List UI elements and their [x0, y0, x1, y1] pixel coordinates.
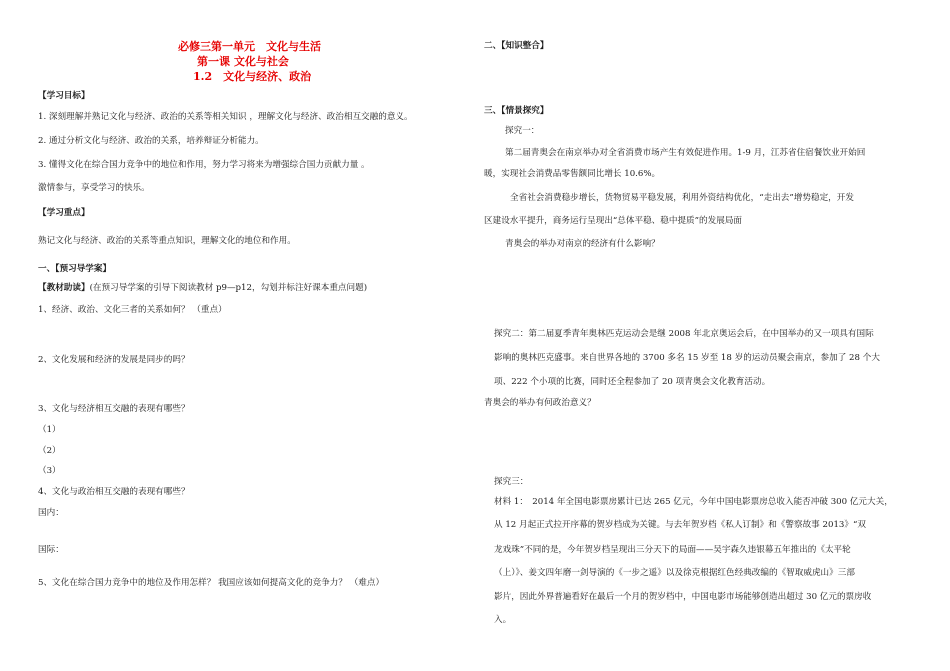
material-line4: （上）》、姜文四年磨一剑导演的《一步之遥》以及徐克根据红色经典改编的《智取威虎山》三部: [494, 568, 855, 578]
explore2-line2: 影响的奥林匹克盛事。来自世界各地的 3700 多名 15 岁至 18 岁的运动员聚会南京，参加了 28 个大: [494, 353, 880, 363]
explore1-label: 探究一：: [505, 126, 540, 136]
focus-heading: 【学习重点】: [38, 208, 90, 218]
goal-item-2: 2. 通过分析文化与经济、政治的关系，培养辩证分析能力。: [38, 136, 264, 146]
title-line-unit: 必修三第一单元 文化与生活: [178, 40, 321, 53]
question-5: 5、文化在综合国力竞争中的地位及作用怎样？ 我国应该如何提高文化的竞争力？ （难点）: [38, 578, 385, 588]
question-4-international: 国际：: [38, 545, 64, 555]
question-3: 3、文化与经济相互交融的表现有哪些？: [38, 404, 190, 414]
goals-heading: 【学习目标】: [38, 91, 90, 101]
focus-text: 熟记文化与经济、政治的关系等重点知识，理解文化的地位和作用。: [38, 236, 296, 246]
title-line-lesson: 第一课 文化与社会: [197, 55, 289, 68]
question-3-item-3: （3）: [38, 466, 61, 476]
explore2-line1: 探究二：第二届夏季青年奥林匹克运动会是继 2008 年北京奥运会后，在中国举办的又一项具有国际: [494, 329, 874, 339]
question-3-item-1: （1）: [38, 425, 61, 435]
explore1-para2-line2: 区建设水平提升，商务运行呈现出“总体平稳、稳中提质”的发展局面: [484, 216, 743, 226]
section3-heading: 三、【情景探究】: [484, 106, 549, 116]
question-1: 1、经济、政治、文化三者的关系如何？ （重点）: [38, 305, 227, 315]
question-2: 2、文化发展和经济的发展是同步的吗？: [38, 355, 190, 365]
reading-note: (在预习导学案的引导下阅读教材 p9—p12，勾划并标注好课本重点问题): [89, 283, 368, 293]
explore1-question: 青奥会的举办对南京的经济有什么影响？: [505, 239, 660, 249]
goal-item-1: 1. 深刻理解并熟记文化与经济、政治的关系等相关知识 ，理解文化与经济、政治相互交融的意义。: [38, 112, 413, 122]
explore1-para2-line1: 全省社会消费稳步增长，货物贸易平稳发展，利用外资结构优化，“走出去”增势稳定，开发: [510, 193, 854, 203]
reading-label: 【教材助读】: [38, 283, 90, 293]
question-4-domestic: 国内：: [38, 508, 64, 518]
explore2-question: 青奥会的举办有何政治意义？: [484, 398, 596, 408]
explore1-para1-line2: 暖，实现社会消费品零售额同比增长 10.6%。: [484, 169, 661, 179]
material-line5: 影片，因此外界普遍看好在最后一个月的贺岁档中，中国电影市场能够创造出超过 30 亿元的票房收: [494, 592, 872, 602]
explore1-para1-line1: 第二届青奥会在南京举办对全省消费市场产生有效促进作用。1-9 月，江苏省住宿餐饮业开始回: [505, 148, 866, 158]
reading-line: [38, 283, 367, 293]
material-line3: 龙戏珠”不同的是，今年贺岁档呈现出三分天下的局面——吴宇森久违银幕五年推出的《太平轮: [494, 545, 851, 555]
material-line1: 材料 1： 2014 年全国电影票房累计已达 265 亿元，今年中国电影票房总收入能否冲破 300 亿元大关，: [494, 497, 893, 507]
section1-heading: 一、【预习导学案】: [38, 264, 112, 274]
title-line-section: 1.2 文化与经济、政治: [193, 70, 312, 83]
material-line2: 从 12 月起正式拉开序幕的贺岁档成为关键。与去年贺岁档《私人订制》和《警察故事 2013》“双: [494, 520, 866, 530]
motto-text: 激情参与，享受学习的快乐。: [38, 183, 150, 193]
section2-heading: 二、【知识整合】: [484, 41, 549, 51]
goal-item-3: 3. 懂得文化在综合国力竞争中的地位和作用，努力学习将来为增强综合国力贡献力量 。: [38, 160, 370, 170]
material-line6: 入。: [494, 615, 512, 625]
explore3-label: 探究三：: [494, 477, 529, 487]
question-4: 4、文化与政治相互交融的表现有哪些？: [38, 487, 190, 497]
question-3-item-2: （2）: [38, 446, 61, 456]
explore2-line3: 项、222 个小项的比赛，同时还全程参加了 20 项青奥会文化教育活动。: [494, 377, 771, 387]
